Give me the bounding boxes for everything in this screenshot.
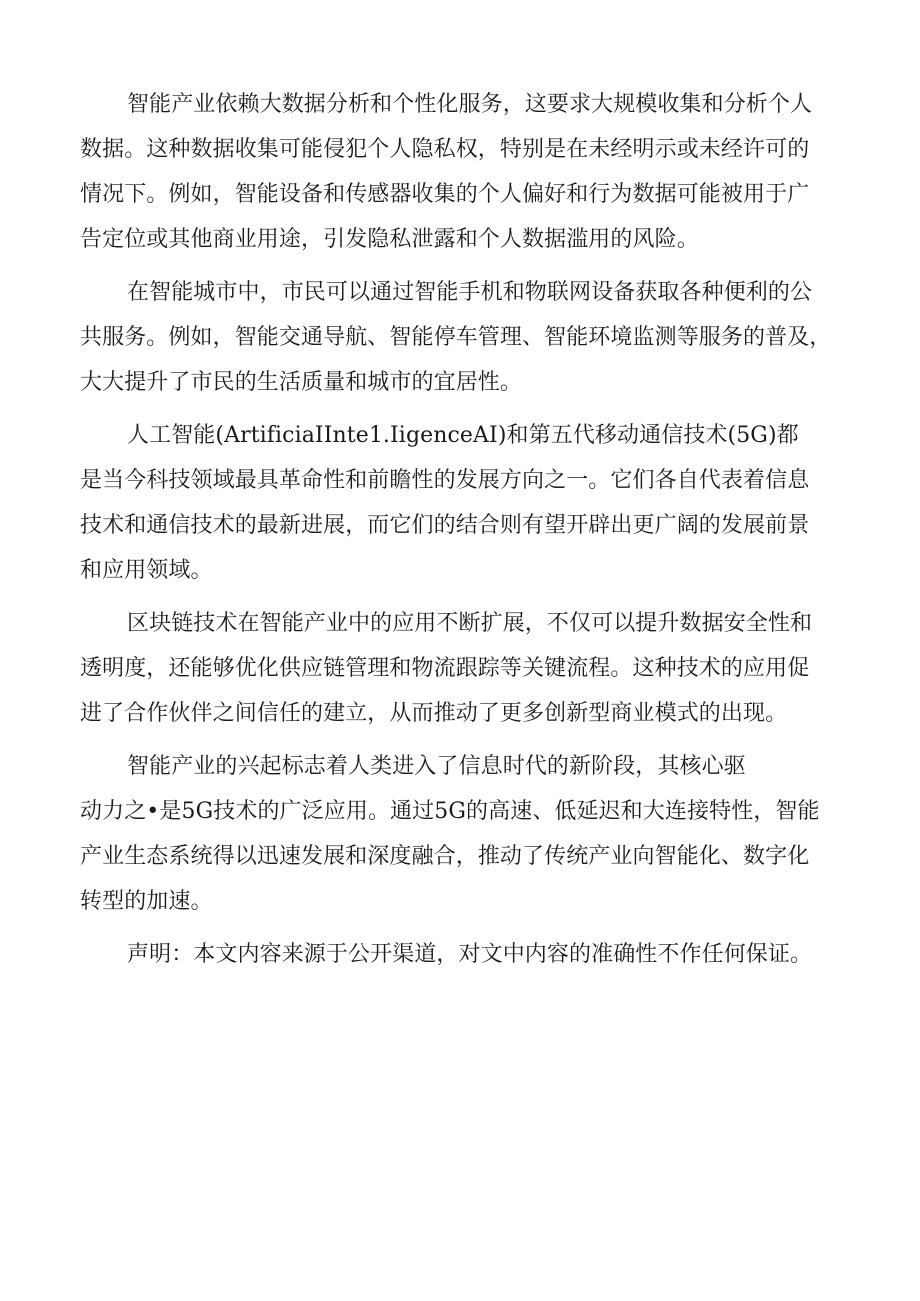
text-line: 动力之•是5G技术的广泛应用。通过5G的高速、低延迟和大连接特性，智能 (80, 799, 820, 824)
paragraph-5g-industry (80, 744, 840, 924)
text-line: 人工智能(ArtificiaIInte1.IigenceAI)和第五代移动通信技术(5G)都 (127, 423, 799, 448)
text-line: 共服务。例如，智能交通导航、智能停车管理、智能环境监测等服务的普及， (80, 325, 832, 350)
text-line: 技术和通信技术的最新进展，而它们的结合则有望开辟出更广阔的发展前景 (80, 513, 810, 538)
paragraph-disclaimer (80, 932, 840, 977)
text-line: 产业生态系统得以迅速发展和深度融合，推动了传统产业向智能化、数字化 (80, 844, 810, 869)
text-line: 声明：本文内容来源于公开渠道，对文中内容的准确性不作任何保证。 (127, 942, 813, 967)
text-line: 大大提升了市民的生活质量和城市的宜居性。 (80, 370, 523, 395)
text-line: 进了合作伙伴之间信任的建立，从而推动了更多创新型商业模式的出现。 (80, 701, 788, 726)
text-line: 在智能城市中，市民可以通过智能手机和物联网设备获取各种便利的公 (127, 280, 813, 305)
text-line: 数据。这种数据收集可能侵犯个人隐私权，特别是在未经明示或未经许可的 (80, 137, 810, 162)
paragraph-privacy (80, 82, 840, 262)
text-line: 区块链技术在智能产业中的应用不断扩展，不仅可以提升数据安全性和 (127, 611, 813, 636)
text-line: 情况下。例如，智能设备和传感器收集的个人偏好和行为数据可能被用于广 (80, 182, 810, 207)
paragraph-blockchain (80, 601, 840, 736)
text-line: 是当今科技领域最具革命性和前瞻性的发展方向之一。它们各自代表着信息 (80, 468, 810, 493)
paragraph-ai-5g (80, 413, 840, 593)
paragraph-smart-city (80, 270, 840, 405)
text-line: 智能产业依赖大数据分析和个性化服务，这要求大规模收集和分析个人 (127, 92, 813, 117)
text-line: 和应用领域。 (80, 558, 213, 583)
text-line: 透明度，还能够优化供应链管理和物流跟踪等关键流程。这种技术的应用促 (80, 656, 810, 681)
text-line: 告定位或其他商业用途，引发隐私泄露和个人数据滥用的风险。 (80, 227, 699, 252)
text-line: 智能产业的兴起标志着人类进入了信息时代的新阶段，其核心驱 (127, 754, 746, 779)
text-line: 转型的加速。 (80, 889, 213, 914)
